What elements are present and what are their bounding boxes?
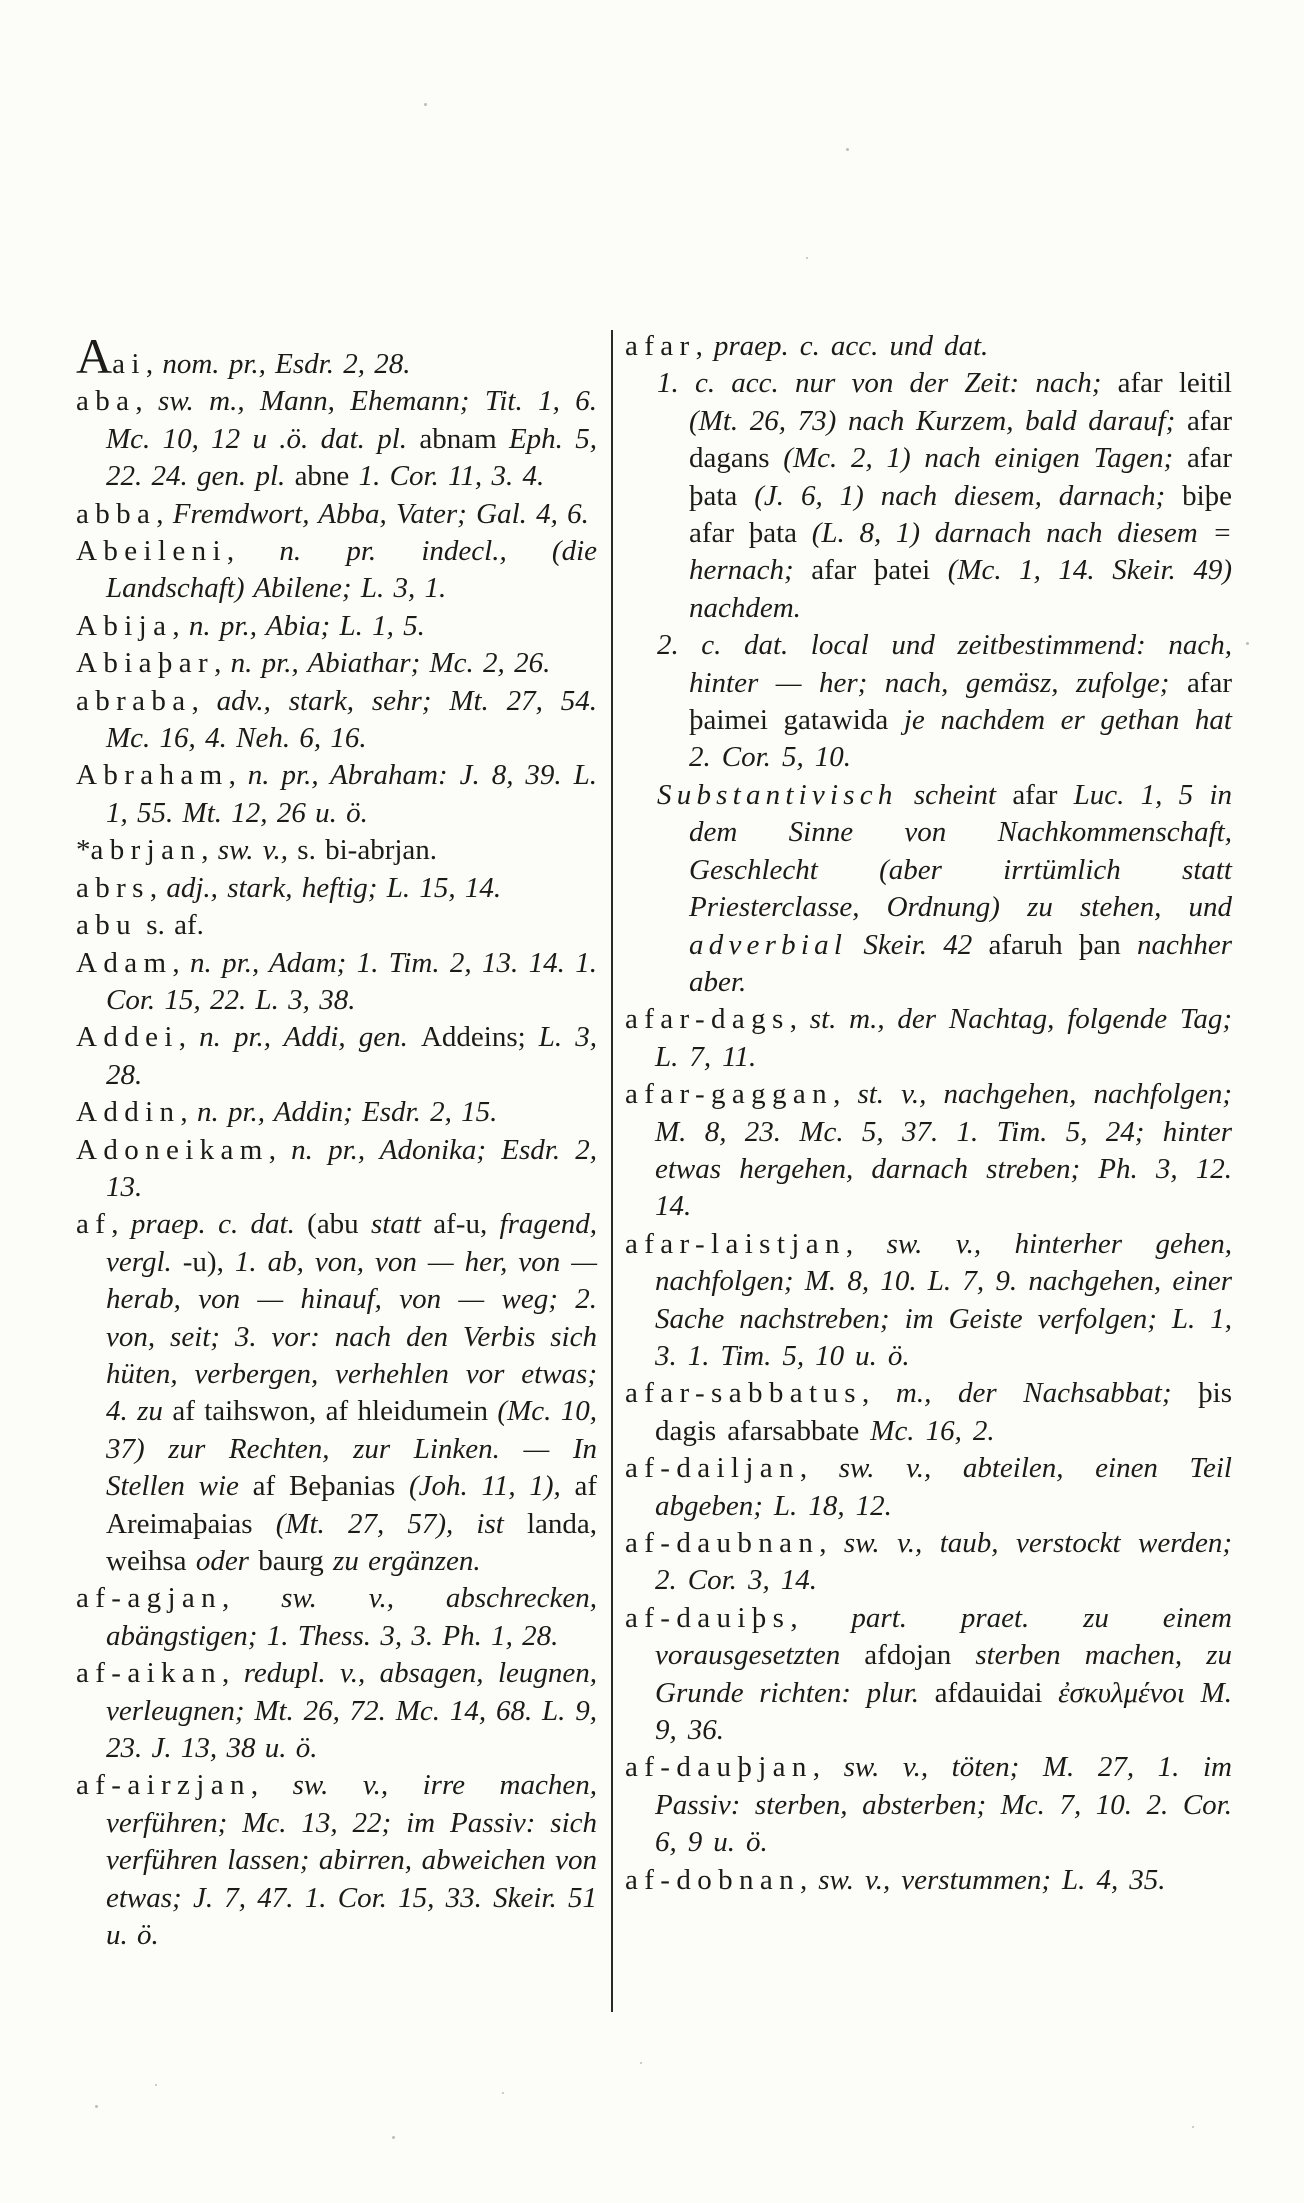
headword: af-aikan bbox=[76, 1657, 223, 1690]
entry-text: , bbox=[222, 1657, 244, 1690]
entry-text: afar bbox=[1012, 778, 1074, 811]
dictionary-entry bbox=[76, 608, 597, 645]
scan-speck bbox=[640, 2062, 642, 2064]
headword: af-dauiþs bbox=[625, 1601, 791, 1634]
entry-text: sw. v., taub, verstockt werden; 2. Cor. 3, 14. bbox=[655, 1527, 1232, 1597]
headword: abba bbox=[76, 497, 157, 530]
entry-text: afar þatei bbox=[811, 554, 948, 587]
entry-text: 1. Cor. 11, 3. 4. bbox=[358, 460, 545, 493]
entry-text: , bbox=[178, 1021, 200, 1054]
entry-text: , bbox=[214, 647, 231, 680]
dictionary-entry bbox=[625, 1076, 1232, 1226]
headword: af-dailjan bbox=[625, 1452, 800, 1485]
entry-text: adv., stark, sehr; Mt. 27, 54. Mc. 16, 4. Neh. 6, 16. bbox=[106, 684, 597, 755]
entry-text: statt bbox=[371, 1208, 434, 1241]
entry-text: * bbox=[76, 834, 91, 867]
entry-text: Substantivisch bbox=[657, 778, 898, 811]
dictionary-entry bbox=[625, 627, 1232, 777]
entry-text: 1. ab, von, von — her, von — herab, von — hinauf, von — weg; 2. von, seit; 3. vor: nach den Verbis sich hüten, verbergen, verhehlen vor etwas; 4. zu bbox=[106, 1245, 597, 1428]
headword: afar-sabbatus bbox=[625, 1377, 862, 1410]
dictionary-entry bbox=[76, 645, 597, 682]
entry-text: part. praet. zu einem vorausgesetzten bbox=[655, 1601, 1232, 1672]
dictionary-entry bbox=[625, 1749, 1232, 1861]
left-column bbox=[76, 328, 598, 1954]
entry-text: (Mt. 27, 57), ist bbox=[275, 1507, 527, 1540]
entry-text: 1. c. acc. nur von der Zeit: nach; bbox=[657, 367, 1118, 400]
entry-text: scheint bbox=[897, 778, 1013, 811]
column-divider bbox=[611, 330, 613, 2012]
entry-text: af-u, bbox=[433, 1208, 500, 1241]
entry-text: (Mc. 10, 37) zur Rechten, zur Linken. — In Stellen wie bbox=[106, 1395, 597, 1503]
dictionary-entry bbox=[76, 945, 597, 1020]
scan-speck bbox=[1246, 642, 1249, 645]
entry-text: , bbox=[135, 385, 159, 418]
dictionary-entry bbox=[76, 832, 597, 869]
entry-text: , bbox=[145, 348, 163, 380]
scan-speck bbox=[424, 103, 427, 106]
entry-text: , bbox=[228, 759, 248, 792]
dictionary-entry bbox=[625, 1226, 1232, 1376]
entry-text: , bbox=[812, 1751, 844, 1784]
dictionary-entry bbox=[76, 1767, 597, 1954]
headword: Abija bbox=[76, 609, 173, 642]
entry-text: praep. c. dat. bbox=[130, 1208, 308, 1241]
dictionary-entry bbox=[76, 1206, 597, 1580]
dictionary-entry bbox=[76, 533, 597, 608]
entry-text: Mc. 16, 2. bbox=[870, 1414, 995, 1447]
dictionary-entry bbox=[76, 1132, 597, 1207]
entry-text: s. bi-abrjan. bbox=[297, 834, 438, 867]
entry-text: Skeir. 42 bbox=[847, 928, 989, 961]
entry-text: n. pr., Abiathar; Mc. 2, 26. bbox=[230, 647, 551, 680]
entry-text: n. pr. indecl., (die Landschaft) Abilene; L. 3, 1. bbox=[106, 535, 598, 605]
dictionary-entry bbox=[625, 777, 1232, 1001]
entry-text: s. af. bbox=[137, 909, 204, 942]
headword: A bbox=[76, 328, 113, 384]
entry-text: , bbox=[172, 609, 189, 642]
headword: Addin bbox=[76, 1096, 181, 1129]
headword: abraba bbox=[76, 684, 192, 717]
dictionary-entry bbox=[625, 365, 1232, 627]
dictionary-entry bbox=[625, 1862, 1232, 1899]
dictionary-entry bbox=[625, 1600, 1232, 1750]
entry-text: , bbox=[799, 1452, 839, 1485]
entry-text: (J. 6, 1) nach diesem, darnach; bbox=[754, 479, 1183, 512]
entry-text: ἐσκυλμένοι bbox=[1058, 1676, 1201, 1709]
entry-text: , bbox=[789, 1003, 810, 1036]
headword: af-dobnan bbox=[625, 1863, 800, 1896]
entry-text: m., der Nachsabbat; bbox=[895, 1377, 1199, 1410]
entry-text: af taihswon, af hleidumein bbox=[172, 1395, 498, 1428]
dictionary-entry bbox=[76, 1580, 597, 1655]
entry-text: adj., stark, heftig; L. 15, 14. bbox=[166, 871, 502, 904]
headword: Adam bbox=[76, 946, 173, 979]
scan-speck bbox=[392, 2136, 395, 2139]
entry-text: afar dagans bbox=[689, 404, 1232, 475]
entry-text: , bbox=[156, 497, 173, 530]
entry-text: 2. c. dat. local und zeitbestimmend: nach, hinter — her; nach, gemäsz, zufolge; bbox=[657, 629, 1232, 699]
dictionary-entry bbox=[76, 496, 597, 533]
scan-speck bbox=[95, 2105, 98, 2108]
entry-text: Luc. 1, 5 in dem Sinne von Nachkommenschaft, Geschlecht (aber irrtümlich statt Priesterclasse, Ordnung) zu stehen, und bbox=[689, 778, 1232, 924]
entry-text: baurg bbox=[258, 1545, 334, 1577]
dictionary-entry bbox=[625, 328, 1232, 365]
entry-text: (Mc. 2, 1) nach einigen Tagen; bbox=[783, 442, 1187, 475]
entry-text: n. pr., Adam; 1. Tim. 2, 13. 14. 1. Cor. 15, 22. L. 3, 38. bbox=[106, 946, 597, 1016]
dictionary-entry bbox=[625, 1375, 1232, 1450]
entry-text: afar þata bbox=[689, 442, 1232, 512]
entry-text: , bbox=[149, 871, 167, 904]
entry-text: (Mt. 26, 73) nach Kurzem, bald darauf; bbox=[689, 404, 1187, 437]
entry-text: st. m., der Nachtag, folgende Tag; L. 7, 11. bbox=[655, 1003, 1232, 1073]
headword: af-dauþjan bbox=[625, 1751, 813, 1784]
entry-text: , bbox=[111, 1208, 131, 1241]
headword: afar-gaggan bbox=[625, 1078, 834, 1111]
entry-text: afdauidai bbox=[934, 1676, 1059, 1709]
entry-text: n. pr., Abraham: J. 8, 39. L. 1, 55. Mt. 12, 26 u. ö. bbox=[106, 759, 598, 829]
dictionary-entry bbox=[76, 1094, 597, 1131]
headword: af bbox=[76, 1208, 112, 1241]
entry-text: afar leitil bbox=[1117, 367, 1232, 400]
scan-speck bbox=[155, 2084, 157, 2086]
entry-text: sw. v., verstummen; L. 4, 35. bbox=[818, 1863, 1166, 1896]
entry-text: sw. v., hinterher gehen, nachfolgen; M. 8, 10. L. 7, 9. nachgehen, einer Sache nachstreben; im Geiste verfolgen; L. 1, 3. 1. Tim. 5, 10 u. ö. bbox=[655, 1227, 1232, 1372]
entry-text: (Mc. 1, 14. Skeir. 49) nachdem. bbox=[689, 554, 1232, 624]
entry-text: sterben machen, zu Grunde richten: plur. bbox=[655, 1639, 1233, 1709]
headword: Abeileni bbox=[76, 535, 227, 568]
entry-text: n. pr., Adonika; Esdr. 2, 13. bbox=[106, 1133, 597, 1203]
entry-text: , bbox=[268, 1133, 292, 1166]
entry-text: nom. pr., Esdr. 2, 28. bbox=[162, 348, 411, 380]
entry-text: afaruh þan bbox=[988, 928, 1137, 961]
entry-text: , bbox=[790, 1601, 852, 1634]
entry-text: sw. v., bbox=[217, 834, 298, 867]
entry-text: af Beþanias bbox=[252, 1470, 409, 1503]
entry-text: , bbox=[833, 1078, 858, 1111]
dictionary-entry bbox=[76, 683, 597, 758]
entry-text: n. pr., Addi, gen. bbox=[199, 1021, 421, 1054]
entry-text: af Areimaþaias bbox=[106, 1470, 598, 1540]
headword: aba bbox=[76, 385, 136, 418]
dictionary-entry bbox=[76, 757, 597, 832]
entry-text: biþe afar þata bbox=[689, 479, 1232, 550]
entry-text: praep. c. acc. und dat. bbox=[713, 330, 989, 362]
headword: Abiaþar bbox=[76, 647, 215, 680]
headword: abrs bbox=[76, 871, 150, 904]
headword: afar bbox=[625, 330, 696, 362]
headword: Adoneikam bbox=[76, 1133, 269, 1166]
headword: af-agjan bbox=[76, 1582, 223, 1615]
entry-text: , bbox=[695, 330, 714, 362]
entry-text: M. 9, 36. bbox=[655, 1676, 1233, 1747]
entry-text: , bbox=[845, 1227, 887, 1260]
dictionary-entry bbox=[76, 1655, 597, 1767]
headword: af-airzjan bbox=[76, 1769, 251, 1802]
entry-text: landa, weihsa bbox=[106, 1507, 597, 1577]
entry-text: , bbox=[799, 1863, 819, 1896]
dictionary-entry bbox=[76, 383, 597, 495]
entry-text: , bbox=[201, 834, 218, 867]
dictionary-entry bbox=[625, 1525, 1232, 1600]
entry-text: je nachdem er gethan hat 2. Cor. 5, 10. bbox=[689, 704, 1232, 774]
right-column bbox=[625, 328, 1232, 1899]
headword: abrjan bbox=[90, 834, 202, 867]
entry-text: sw. m., Mann, Ehemann; Tit. 1, 6. Mc. 10, 12 u .ö. dat. pl. bbox=[106, 385, 597, 455]
headword: af-daubnan bbox=[625, 1527, 820, 1559]
entry-text: fragend, vergl. bbox=[106, 1208, 597, 1278]
entry-text: zu ergänzen. bbox=[333, 1545, 481, 1577]
entry-text: afdojan bbox=[864, 1639, 976, 1672]
entry-text: Addeins; bbox=[420, 1021, 539, 1054]
entry-text: sw. v., abschrecken, abängstigen; 1. Thess. 3, 3. Ph. 1, 28. bbox=[106, 1582, 597, 1652]
entry-text: n. pr., Addin; Esdr. 2, 15. bbox=[196, 1096, 498, 1129]
entry-text: sw. v., abteilen, einen Teil abgeben; L. 18, 12. bbox=[655, 1452, 1232, 1522]
entry-text: , bbox=[819, 1527, 844, 1559]
dictionary-entry bbox=[76, 328, 597, 384]
headword: ai bbox=[112, 348, 146, 380]
scan-speck bbox=[502, 2092, 504, 2094]
entry-text: st. v., nachgehen, nachfolgen; M. 8, 23. Mc. 5, 37. 1. Tim. 5, 24; hinter etwas hergehen, darnach streben; Ph. 3, 12. 14. bbox=[655, 1078, 1232, 1223]
entry-text: afar þaimei gatawida bbox=[689, 666, 1232, 737]
entry-text: Eph. 5, 22. 24. gen. pl. bbox=[106, 422, 597, 493]
dictionary-entry bbox=[76, 870, 597, 907]
entry-text: -u), bbox=[182, 1245, 235, 1278]
scan-speck bbox=[806, 257, 808, 259]
entry-text: (abu bbox=[307, 1208, 371, 1241]
entry-text: abnam bbox=[419, 422, 509, 455]
entry-text: n. pr., Abia; L. 1, 5. bbox=[188, 609, 425, 642]
entry-text: , bbox=[226, 535, 280, 568]
entry-text: abne bbox=[294, 460, 359, 493]
headword: afar-laistjan bbox=[625, 1227, 846, 1260]
scan-speck bbox=[846, 148, 849, 151]
headword: afar-dags bbox=[625, 1003, 790, 1036]
scan-speck bbox=[1192, 2126, 1194, 2128]
dictionary-entry bbox=[76, 907, 597, 944]
headword: Addei bbox=[76, 1021, 179, 1054]
entry-text: redupl. v., absagen, leugnen, verleugnen; Mt. 26, 72. Mc. 14, 68. L. 9, 23. J. 13, 38 u. ö. bbox=[106, 1657, 598, 1765]
entry-text: nachher aber. bbox=[689, 928, 1232, 998]
entry-text: L. 3, 28. bbox=[106, 1021, 598, 1091]
headword: Abraham bbox=[76, 759, 229, 792]
headword: abu bbox=[76, 909, 138, 942]
entry-text: , bbox=[180, 1096, 197, 1129]
entry-text: sw. v., irre machen, verführen; Mc. 13, 22; im Passiv: sich verführen lassen; abirren, abweichen von etwas; J. 7, 47. 1. Cor. 15, 33. Skeir. 51 u. ö. bbox=[106, 1769, 597, 1952]
entry-text: oder bbox=[195, 1545, 259, 1577]
entry-text: , bbox=[191, 684, 217, 717]
entry-text: , bbox=[172, 946, 191, 979]
dictionary-entry bbox=[625, 1001, 1232, 1076]
dictionary-entry bbox=[625, 1450, 1232, 1525]
entry-text: adverbial bbox=[689, 928, 848, 961]
entry-text: , bbox=[861, 1377, 896, 1410]
entry-text: Fremdwort, Abba, Vater; Gal. 4, 6. bbox=[172, 497, 589, 530]
entry-text: (Joh. 11, 1), bbox=[408, 1470, 575, 1503]
entry-text: þis dagis afarsabbate bbox=[655, 1377, 1233, 1447]
entry-text: , bbox=[222, 1582, 282, 1615]
dictionary-entry bbox=[76, 1019, 597, 1094]
entry-text: (L. 8, 1) darnach nach diesem = hernach; bbox=[689, 517, 1232, 587]
entry-text: sw. v., töten; M. 27, 1. im Passiv: sterben, absterben; Mc. 7, 10. 2. Cor. 6, 9 u. ö. bbox=[655, 1751, 1232, 1859]
entry-text: , bbox=[250, 1769, 293, 1802]
